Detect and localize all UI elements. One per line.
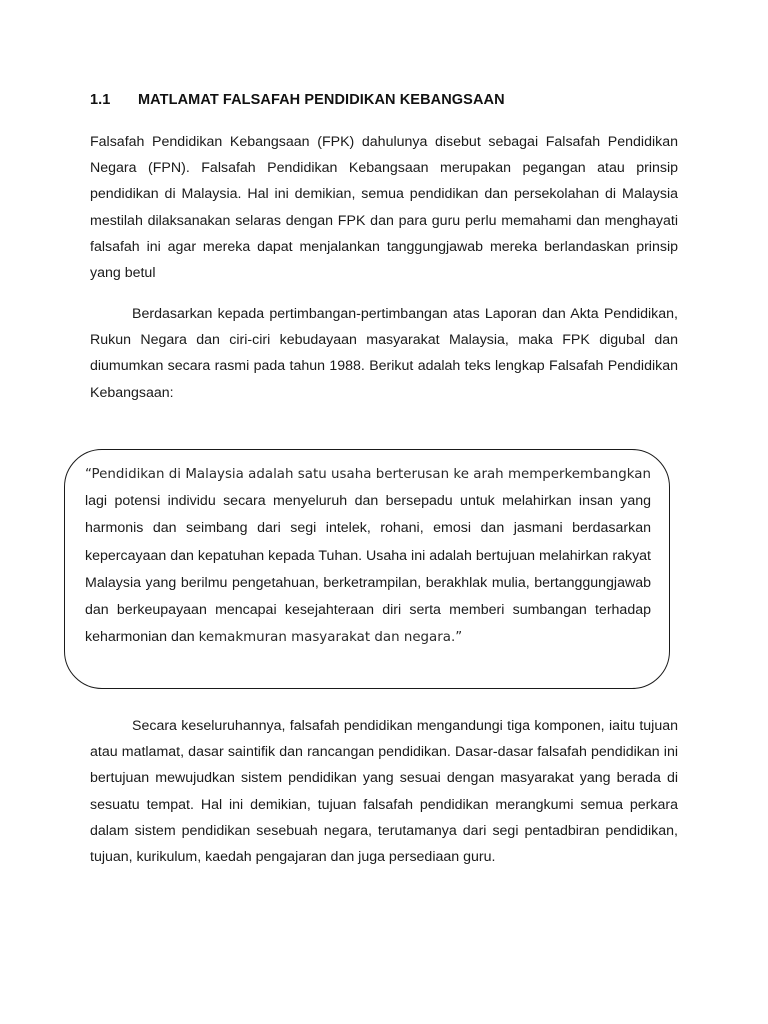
section-title: MATLAMAT FALSAFAH PENDIDIKAN KEBANGSAAN — [138, 92, 505, 108]
paragraph-background: Berdasarkan kepada pertimbangan-pertimbangan atas Laporan dan Akta Pendidikan, Rukun Negara dan ciri-ciri kebudayaan masyarakat Malaysia, maka FPK digubal dan diumumkan secara rasmi pada tahun 1988. Berikut adalah teks lengkap Falsafah Pendidikan Kebangsaan: — [90, 306, 678, 401]
quote-closing: kemakmuran masyarakat dan negara.” — [198, 630, 463, 646]
quote-opening: “Pendidikan di Malaysia adalah satu usaha berterusan ke arah memperkembangkan — [85, 467, 651, 482]
paragraph-intro: Falsafah Pendidikan Kebangsaan (FPK) dahulunya disebut sebagai Falsafah Pendidikan Negara (FPN). Falsafah Pendidikan Kebangsaan merupakan pegangan atau prinsip pendidikan di Malaysia. Hal ini demikian, semua pendidikan dan persekolahan di Malaysia mestilah dilaksanakan selaras dengan FPK dan para guru perlu memahami dan menghayati falsafah ini agar mereka dapat menjalankan tanggungjawab mereka berlandaskan prinsip yang betul — [90, 134, 678, 282]
quote-body: lagi potensi individu secara menyeluruh dan bersepadu untuk melahirkan insan yang harmonis dan seimbang dari segi intelek, rohani, emosi dan jasmani berdasarkan kepercayaan dan kepatuhan kepada Tuhan. Usaha ini adalah bertujuan melahirkan rakyat Malaysia yang berilmu pengetahuan, berketrampilan, berakhlak mulia, bertanggungjawab dan berkeupayaan mencapai kesejahteraan diri serta memberi sumbangan terhadap keharmonian dan — [85, 493, 651, 646]
quote-text — [85, 461, 651, 651]
paragraph-summary: Secara keseluruhannya, falsafah pendidikan mengandungi tiga komponen, iaitu tujuan atau matlamat, dasar saintifik dan rancangan pendidikan. Dasar-dasar falsafah pendidikan ini bertujuan mewujudkan sistem pendidikan yang sesuai dengan masyarakat yang berada di sesuatu tempat. Hal ini demikian, tujuan falsafah pendidikan merangkumi semua perkara dalam sistem pendidikan sesebuah negara, terutamanya dari segi pentadbiran pendidikan, tujuan, kurikulum, kaedah pengajaran dan juga persediaan guru. — [90, 718, 678, 866]
section-number: 1.1 — [90, 92, 111, 108]
section-heading — [90, 92, 505, 108]
